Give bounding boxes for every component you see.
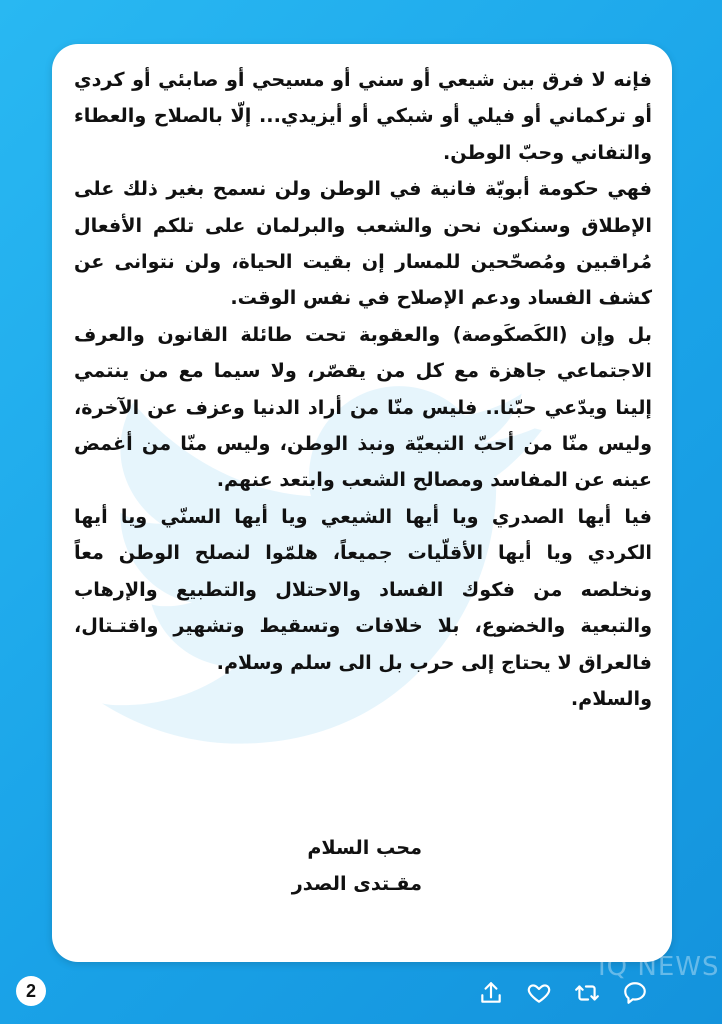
- paragraph: فيا أيها الصدري ويا أيها الشيعي ويا أيها السنّي ويا أيها الكردي ويا أيها الأقلّيات جميعاً، هلمّوا لنصلح الوطن معاً ونخلصه من فكوك الفساد والاحتلال والتطبيع والإرهاب والتبعية والخضوع، بلا خلافات وتسقيط وتشهير واقتـتال، فالعراق لا يحتاج إلى حرب بل الى سلم وسلام.: [74, 504, 652, 674]
- page-number-badge: 2: [16, 976, 46, 1006]
- share-icon[interactable]: [478, 980, 504, 1006]
- paragraph: والسلام.: [570, 686, 652, 710]
- paragraph: فإنه لا فرق بين شيعي أو سني أو مسيحي أو صابئي أو كردي أو تركماني أو فيلي أو شبكي أو أيزيدي... إلّا بالصلاح والعطاء والتفاني وحبّ الوطن.: [74, 68, 652, 164]
- news-watermark: IQ NEWS: [598, 952, 720, 982]
- post-body: [74, 62, 652, 717]
- retweet-icon[interactable]: [574, 980, 600, 1006]
- paragraph: بل وإن (الكَصكَوصة) والعقوبة تحت طائلة القانون والعرف الاجتماعي جاهزة مع كل من يقصّر، ولا سيما مع من ينتمي إلينا ويدّعي حبّنا.. فليس منّا من أراد الدنيا وعزف عن الآخرة، وليس منّا من أحبّ التبعيّة ونبذ الوطن، وليس منّا من أغمض عينه عن المفاسد ومصالح الشعب وابتعد عنهم.: [74, 322, 652, 492]
- signature-line: محب السلام: [307, 836, 422, 859]
- like-icon[interactable]: [526, 980, 552, 1006]
- paragraph: فهي حكومة أبويّة فانية في الوطن ولن نسمح بغير ذلك على الإطلاق وسنكون نحن والشعب والبرلمان على تلكم الأفعال مُراقبين ومُصحّحين للمسار إن بقيت الحياة، ولن نتوانى عن كشف الفساد ودعم الإصلاح في نفس الوقت.: [74, 177, 652, 310]
- tweet-actions: [478, 978, 648, 1008]
- post-card: [52, 44, 672, 962]
- reply-icon[interactable]: [622, 980, 648, 1006]
- signature: [52, 830, 672, 902]
- signature-name: مقـتدى الصدر: [291, 872, 422, 895]
